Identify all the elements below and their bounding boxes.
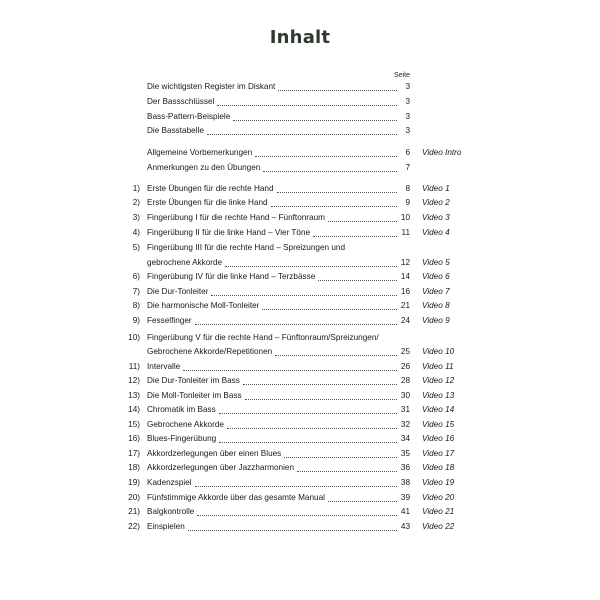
toc-entry-page: 26 <box>400 362 410 371</box>
toc-entry <box>0 476 600 490</box>
dot-leader <box>233 120 397 121</box>
dot-leader <box>195 486 397 487</box>
toc-entry-title: Intervalle <box>147 362 181 371</box>
toc-entry-page: 3 <box>405 97 410 106</box>
toc-entry <box>0 432 600 446</box>
toc-entry-title: Fingerübung IV für die linke Hand – Terzbässe <box>147 272 316 281</box>
toc-entry-number: 2) <box>132 198 140 207</box>
toc-entry <box>0 314 600 328</box>
toc-entry-video: Video 5 <box>422 258 450 267</box>
toc-entry-page: 10 <box>400 213 410 222</box>
toc-entry-video: Video Intro <box>422 148 462 157</box>
toc-entry-page: 21 <box>400 301 410 310</box>
toc-entry <box>0 505 600 519</box>
toc-entry-video: Video 19 <box>422 478 455 487</box>
toc-entry-number: 8) <box>132 301 140 310</box>
toc-entry-video: Video 22 <box>422 522 455 531</box>
dot-leader <box>313 236 397 237</box>
toc-entry <box>0 299 600 313</box>
toc-entry-page: 16 <box>400 287 410 296</box>
toc-entry-video: Video 11 <box>422 362 454 371</box>
toc-entry-number: 11) <box>128 362 140 371</box>
toc-entry <box>0 161 600 175</box>
toc-entry-title: Erste Übungen für die rechte Hand <box>147 184 274 193</box>
toc-entry-title: Akkordzerlegungen über Jazzharmonien <box>147 463 295 472</box>
dot-leader <box>225 266 397 267</box>
toc-entry-title: Fesselfinger <box>147 316 192 325</box>
toc-entry-page: 35 <box>400 449 410 458</box>
toc-entry-title: Fingerübung II für die linke Hand – Vier Töne <box>147 228 311 237</box>
dot-leader <box>328 501 397 502</box>
toc-entry <box>0 256 600 270</box>
toc-entry-page: 3 <box>405 82 410 91</box>
toc-entry-title: Der Bassschlüssel <box>147 97 215 106</box>
toc-entry-number: 4) <box>132 228 140 237</box>
dot-leader <box>245 399 397 400</box>
toc-entry-page: 38 <box>400 478 410 487</box>
toc-entry-page: 39 <box>400 493 410 502</box>
toc-entry-title: Fünfstimmige Akkorde über das gesamte Manual <box>147 493 325 502</box>
toc-entry-number: 3) <box>132 213 140 222</box>
toc-entry-title: Die Moll-Tonleiter im Bass <box>147 391 242 400</box>
dot-leader <box>262 309 397 310</box>
dot-leader <box>207 134 397 135</box>
toc-entry-video: Video 14 <box>422 405 455 414</box>
toc-entry-number: 22) <box>128 522 140 531</box>
dot-leader <box>255 156 397 157</box>
toc-entry-video: Video 3 <box>422 213 450 222</box>
dot-leader <box>278 90 397 91</box>
toc-entry <box>0 211 600 225</box>
toc-entry-video: Video 16 <box>422 434 455 443</box>
toc-entry-title: Die Dur-Tonleiter im Bass <box>147 376 240 385</box>
toc-entry-title: Fingerübung I für die rechte Hand – Fünftonraum <box>147 213 325 222</box>
toc-entry-page: 41 <box>400 507 410 516</box>
toc-entry-video: Video 18 <box>422 463 455 472</box>
toc-entry-number: 10) <box>128 333 140 342</box>
toc-entry <box>0 95 600 109</box>
toc-entry-title: Kadenzspiel <box>147 478 192 487</box>
toc-entry <box>0 110 600 124</box>
toc-entry-number: 15) <box>128 420 140 429</box>
toc-entry-title: Blues-Fingerübung <box>147 434 217 443</box>
toc-entry-number: 1) <box>132 184 140 193</box>
toc-entry <box>0 418 600 432</box>
toc-entry-number: 18) <box>128 463 140 472</box>
toc-entry <box>0 285 600 299</box>
toc-entry-video: Video 4 <box>422 228 450 237</box>
toc-entry-title: Die wichtigsten Register im Diskant <box>147 82 276 91</box>
toc-entry-number: 16) <box>128 434 140 443</box>
dot-leader <box>328 221 397 222</box>
toc-entry-video: Video 6 <box>422 272 450 281</box>
toc-entry-number: 6) <box>132 272 140 281</box>
toc-entry-video: Video 2 <box>422 198 450 207</box>
dot-leader <box>275 355 397 356</box>
toc-entry <box>0 241 600 255</box>
toc-entry-number: 9) <box>132 316 140 325</box>
toc-entry <box>0 124 600 138</box>
toc-entry-page: 3 <box>405 126 410 135</box>
toc-entry-page: 8 <box>405 184 410 193</box>
toc-entry-number: 19) <box>128 478 140 487</box>
toc-entry-page: 7 <box>405 163 410 172</box>
toc-entry-number: 12) <box>128 376 140 385</box>
toc-entry-page: 43 <box>400 522 410 531</box>
toc-entry-number: 13) <box>128 391 140 400</box>
toc-entry-page: 31 <box>400 405 410 414</box>
toc-entry-page: 9 <box>405 198 410 207</box>
page-title: Inhalt <box>269 27 331 48</box>
dot-leader <box>183 370 397 371</box>
toc-entry-number: 5) <box>132 243 140 252</box>
toc-entry <box>0 461 600 475</box>
toc-entry-title: Erste Übungen für die linke Hand <box>147 198 268 207</box>
toc-entry-number: 21) <box>128 507 140 516</box>
dot-leader <box>219 442 397 443</box>
toc-entry-page: 30 <box>400 391 410 400</box>
dot-leader <box>277 192 397 193</box>
toc-entry-video: Video 8 <box>422 301 450 310</box>
toc-entry-page: 12 <box>400 258 410 267</box>
toc-entry-page: 24 <box>400 316 410 325</box>
toc-entry-page: 28 <box>400 376 410 385</box>
toc-entry-title: gebrochene Akkorde <box>147 258 223 267</box>
dot-leader <box>227 428 397 429</box>
toc-entry <box>0 182 600 196</box>
dot-leader <box>219 413 397 414</box>
toc-entry-title: Bass-Pattern-Beispiele <box>147 112 231 121</box>
toc-entry-video: Video 10 <box>422 347 455 356</box>
toc-entry-video: Video 9 <box>422 316 450 325</box>
toc-entry <box>0 374 600 388</box>
dot-leader <box>318 280 397 281</box>
dot-leader <box>263 171 397 172</box>
toc-entry-title: Die harmonische Moll-Tonleiter <box>147 301 260 310</box>
toc-entry-number: 20) <box>128 493 140 502</box>
toc-entry-page: 14 <box>400 272 410 281</box>
toc-entry <box>0 270 600 284</box>
toc-entry-number: 17) <box>128 449 140 458</box>
toc-entry-title: Balgkontrolle <box>147 507 195 516</box>
toc-entry-title: Die Dur-Tonleiter <box>147 287 209 296</box>
toc-entry-title: Gebrochene Akkorde <box>147 420 224 429</box>
toc-entry-title: Einspielen <box>147 522 185 531</box>
toc-entry-number: 7) <box>132 287 140 296</box>
toc-entry-page: 11 <box>401 228 410 237</box>
toc-entry-video: Video 20 <box>422 493 455 502</box>
dot-leader <box>284 457 397 458</box>
dot-leader <box>197 515 397 516</box>
toc-entry-title: Anmerkungen zu den Übungen <box>147 163 261 172</box>
toc-entry-page: 32 <box>400 420 410 429</box>
toc-entry-video: Video 13 <box>422 391 455 400</box>
toc-entry-title: Fingerübung III für die rechte Hand – Spreizungen und <box>147 243 345 252</box>
toc-entry <box>0 491 600 505</box>
toc-entry-video: Video 21 <box>422 507 455 516</box>
toc-entry-video: Video 17 <box>422 449 455 458</box>
toc-entry-page: 25 <box>400 347 410 356</box>
toc-entry-title: Fingerübung V für die rechte Hand – Fünftonraum/Spreizungen/ <box>147 333 379 342</box>
toc-entry-number: 14) <box>128 405 140 414</box>
toc-entry <box>0 403 600 417</box>
toc-entry <box>0 360 600 374</box>
toc-entry <box>0 196 600 210</box>
dot-leader <box>188 530 397 531</box>
toc-entry <box>0 389 600 403</box>
dot-leader <box>243 384 397 385</box>
toc-entry <box>0 226 600 240</box>
toc-entry-title: Akkordzerlegungen über einen Blues <box>147 449 282 458</box>
toc-entry <box>0 520 600 534</box>
toc-entry-page: 6 <box>405 148 410 157</box>
page-column-label: Seite <box>394 72 410 79</box>
dot-leader <box>211 295 397 296</box>
toc-entry-video: Video 7 <box>422 287 450 296</box>
toc-entry-video: Video 12 <box>422 376 455 385</box>
toc-entry <box>0 447 600 461</box>
toc-entry <box>0 345 600 359</box>
toc-entry-page: 36 <box>400 463 410 472</box>
toc-entry-title: Allgemeine Vorbemerkungen <box>147 148 253 157</box>
toc-entry-title: Die Basstabelle <box>147 126 204 135</box>
toc-entry <box>0 80 600 94</box>
dot-leader <box>195 324 397 325</box>
toc-entry-title: Chromatik im Bass <box>147 405 216 414</box>
toc-entry-page: 3 <box>405 112 410 121</box>
toc-entry <box>0 146 600 160</box>
toc-entry-video: Video 15 <box>422 420 455 429</box>
toc-entry-video: Video 1 <box>422 184 450 193</box>
dot-leader <box>297 471 397 472</box>
dot-leader <box>271 206 397 207</box>
toc-entry-page: 34 <box>400 434 410 443</box>
toc-entry <box>0 331 600 345</box>
toc-entry-title: Gebrochene Akkorde/Repetitionen <box>147 347 273 356</box>
dot-leader <box>217 105 397 106</box>
